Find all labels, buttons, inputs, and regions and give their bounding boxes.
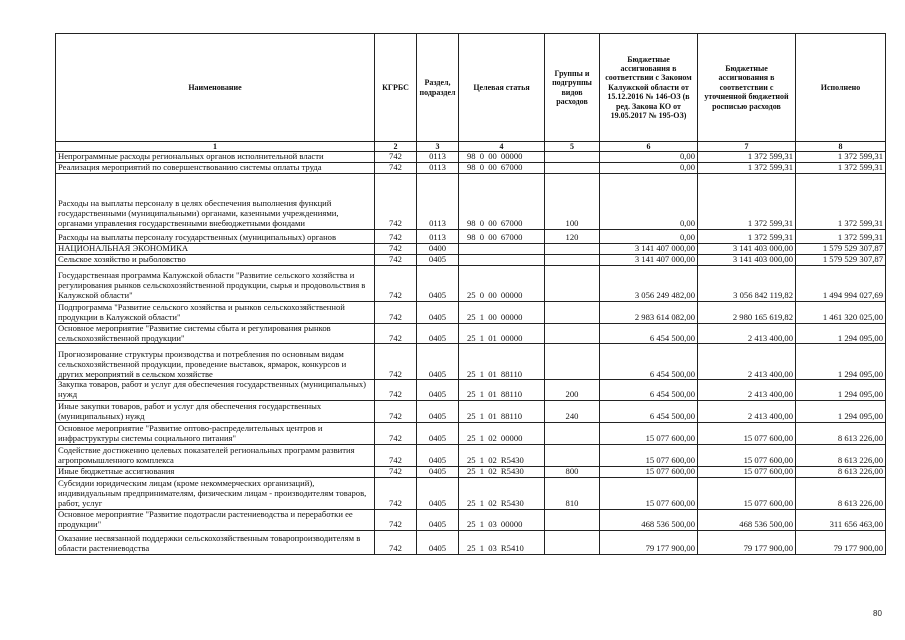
row-expense-group: 800 <box>545 467 600 478</box>
row-name: Субсидии юридическим лицам (кроме некоммерческих организаций), индивидуальным предпринимателям, физическим лицам - производителям товаров, работ, услуг <box>56 478 375 510</box>
row-kgrbs: 742 <box>375 467 417 478</box>
row-law-budget: 6 454 500,00 <box>600 323 698 344</box>
row-name: Основное мероприятие "Развитие оптово-распределительных центров и инфраструктуры системы социального питания" <box>56 423 375 445</box>
row-kgrbs: 742 <box>375 265 417 301</box>
budget-table <box>55 33 886 555</box>
row-kgrbs: 742 <box>375 173 417 229</box>
row-law-budget: 15 077 600,00 <box>600 445 698 467</box>
row-expense-group <box>545 254 600 265</box>
row-razdel: 0405 <box>417 323 459 344</box>
row-name: НАЦИОНАЛЬНАЯ ЭКОНОМИКА <box>56 243 375 254</box>
row-name: Содействие достижению целевых показателей региональных программ развития агропромышленного комплекса <box>56 445 375 467</box>
col-header-refined-budget: Бюджетные ассигнования в соответствии с уточненной бюджетной росписью расходов <box>698 34 796 142</box>
row-kgrbs: 742 <box>375 510 417 531</box>
row-executed: 1 372 599,31 <box>796 229 886 243</box>
row-kgrbs: 742 <box>375 301 417 323</box>
row-expense-group: 100 <box>545 173 600 229</box>
row-target-article: 25 1 02 R5430 <box>459 445 545 467</box>
table-row <box>56 229 886 243</box>
row-executed: 8 613 226,00 <box>796 445 886 467</box>
row-executed: 8 613 226,00 <box>796 478 886 510</box>
row-kgrbs: 742 <box>375 423 417 445</box>
table-row <box>56 301 886 323</box>
row-razdel: 0400 <box>417 243 459 254</box>
row-name: Основное мероприятие "Развитие подотрасли растениеводства и переработки ее продукции" <box>56 510 375 531</box>
row-law-budget: 79 177 900,00 <box>600 530 698 554</box>
row-expense-group <box>545 152 600 163</box>
row-target-article: 25 1 02 00000 <box>459 423 545 445</box>
row-refined-budget: 1 372 599,31 <box>698 173 796 229</box>
row-refined-budget: 2 413 400,00 <box>698 323 796 344</box>
row-name: Расходы на выплаты персоналу государственных (муниципальных) органов <box>56 229 375 243</box>
col-number: 4 <box>459 142 545 152</box>
row-razdel: 0405 <box>417 423 459 445</box>
row-razdel: 0113 <box>417 173 459 229</box>
row-expense-group <box>545 423 600 445</box>
table-row <box>56 401 886 423</box>
table-row <box>56 445 886 467</box>
row-kgrbs: 742 <box>375 243 417 254</box>
table-row <box>56 162 886 173</box>
table-row <box>56 530 886 554</box>
row-refined-budget: 1 372 599,31 <box>698 152 796 163</box>
table-row <box>56 380 886 401</box>
row-law-budget: 15 077 600,00 <box>600 478 698 510</box>
row-target-article: 25 1 02 R5430 <box>459 478 545 510</box>
row-razdel: 0405 <box>417 478 459 510</box>
row-razdel: 0113 <box>417 162 459 173</box>
row-refined-budget: 79 177 900,00 <box>698 530 796 554</box>
row-refined-budget: 2 413 400,00 <box>698 401 796 423</box>
row-refined-budget: 3 056 842 119,82 <box>698 265 796 301</box>
row-target-article <box>459 243 545 254</box>
col-header-executed: Исполнено <box>796 34 886 142</box>
row-law-budget: 3 056 249 482,00 <box>600 265 698 301</box>
table-row <box>56 510 886 531</box>
row-razdel: 0113 <box>417 152 459 163</box>
row-razdel: 0405 <box>417 510 459 531</box>
row-expense-group: 810 <box>545 478 600 510</box>
row-kgrbs: 742 <box>375 445 417 467</box>
row-executed: 8 613 226,00 <box>796 467 886 478</box>
row-target-article: 25 1 01 88110 <box>459 401 545 423</box>
row-target-article: 25 1 00 00000 <box>459 301 545 323</box>
row-name: Расходы на выплаты персоналу в целях обеспечения выполнения функций государственными (муниципальными) органами, казенными учреждениями, органами управления государственными внебюджетными фондами <box>56 173 375 229</box>
row-kgrbs: 742 <box>375 478 417 510</box>
row-kgrbs: 742 <box>375 162 417 173</box>
row-name: Иные бюджетные ассигнования <box>56 467 375 478</box>
row-expense-group <box>545 323 600 344</box>
row-target-article <box>459 254 545 265</box>
header-row <box>56 34 886 142</box>
row-razdel: 0405 <box>417 467 459 478</box>
row-name: Иные закупки товаров, работ и услуг для обеспечения государственных (муниципальных) нужд <box>56 401 375 423</box>
row-kgrbs: 742 <box>375 401 417 423</box>
row-executed: 1 372 599,31 <box>796 173 886 229</box>
table-row <box>56 323 886 344</box>
row-kgrbs: 742 <box>375 380 417 401</box>
row-executed: 1 294 095,00 <box>796 401 886 423</box>
row-executed: 1 294 095,00 <box>796 344 886 380</box>
row-refined-budget: 2 413 400,00 <box>698 380 796 401</box>
row-target-article: 25 1 02 R5430 <box>459 467 545 478</box>
row-law-budget: 6 454 500,00 <box>600 401 698 423</box>
row-target-article: 98 0 00 00000 <box>459 152 545 163</box>
row-razdel: 0405 <box>417 301 459 323</box>
row-name: Сельское хозяйство и рыболовство <box>56 254 375 265</box>
row-refined-budget: 3 141 403 000,00 <box>698 243 796 254</box>
row-law-budget: 6 454 500,00 <box>600 380 698 401</box>
row-executed: 1 372 599,31 <box>796 152 886 163</box>
row-razdel: 0405 <box>417 530 459 554</box>
row-law-budget: 0,00 <box>600 162 698 173</box>
table-body <box>56 152 886 555</box>
table-row <box>56 467 886 478</box>
row-expense-group <box>545 344 600 380</box>
col-number: 5 <box>545 142 600 152</box>
row-refined-budget: 15 077 600,00 <box>698 445 796 467</box>
table-row <box>56 478 886 510</box>
row-law-budget: 0,00 <box>600 173 698 229</box>
table-row <box>56 152 886 163</box>
row-razdel: 0405 <box>417 254 459 265</box>
row-target-article: 98 0 00 67000 <box>459 162 545 173</box>
row-law-budget: 2 983 614 082,00 <box>600 301 698 323</box>
col-number: 7 <box>698 142 796 152</box>
row-refined-budget: 1 372 599,31 <box>698 162 796 173</box>
row-law-budget: 0,00 <box>600 229 698 243</box>
row-razdel: 0113 <box>417 229 459 243</box>
col-header-kgrbs: КГРБС <box>375 34 417 142</box>
table-row <box>56 243 886 254</box>
row-target-article: 98 0 00 67000 <box>459 173 545 229</box>
row-executed: 1 372 599,31 <box>796 162 886 173</box>
table-row <box>56 265 886 301</box>
row-law-budget: 0,00 <box>600 152 698 163</box>
col-header-vr: Группы и подгруппы видов расходов <box>545 34 600 142</box>
row-expense-group: 240 <box>545 401 600 423</box>
row-law-budget: 3 141 407 000,00 <box>600 254 698 265</box>
row-law-budget: 6 454 500,00 <box>600 344 698 380</box>
row-kgrbs: 742 <box>375 323 417 344</box>
row-target-article: 25 1 01 88110 <box>459 344 545 380</box>
table-row <box>56 173 886 229</box>
row-expense-group <box>545 243 600 254</box>
row-expense-group: 120 <box>545 229 600 243</box>
row-refined-budget: 468 536 500,00 <box>698 510 796 531</box>
row-kgrbs: 742 <box>375 254 417 265</box>
row-target-article: 25 1 03 R5410 <box>459 530 545 554</box>
row-name: Реализация мероприятий по совершенствованию системы оплаты труда <box>56 162 375 173</box>
row-target-article: 25 1 01 88110 <box>459 380 545 401</box>
row-executed: 1 294 095,00 <box>796 323 886 344</box>
row-executed: 1 294 095,00 <box>796 380 886 401</box>
row-refined-budget: 15 077 600,00 <box>698 467 796 478</box>
row-executed: 311 656 463,00 <box>796 510 886 531</box>
row-executed: 1 461 320 025,00 <box>796 301 886 323</box>
row-razdel: 0405 <box>417 380 459 401</box>
table-row <box>56 344 886 380</box>
row-executed: 1 579 529 307,87 <box>796 254 886 265</box>
row-refined-budget: 2 413 400,00 <box>698 344 796 380</box>
row-target-article: 25 1 01 00000 <box>459 323 545 344</box>
col-header-name: Наименование <box>56 34 375 142</box>
row-target-article: 98 0 00 67000 <box>459 229 545 243</box>
row-razdel: 0405 <box>417 401 459 423</box>
row-kgrbs: 742 <box>375 152 417 163</box>
row-name: Прогнозирование структуры производства и потребления по основным видам сельскохозяйственной продукции, проведение выставок, ярмарок, конкурсов и других мероприятий в сельском хозяйстве <box>56 344 375 380</box>
row-name: Непрограммные расходы региональных органов исполнительной власти <box>56 152 375 163</box>
col-header-law-budget: Бюджетные ассигнования в соответствии с Законом Калужской области от 15.12.2016 № 146-ОЗ (в ред. Закона КО от 19.05.2017 № 195-ОЗ) <box>600 34 698 142</box>
row-refined-budget: 3 141 403 000,00 <box>698 254 796 265</box>
row-expense-group <box>545 265 600 301</box>
row-law-budget: 3 141 407 000,00 <box>600 243 698 254</box>
row-executed: 1 494 994 027,69 <box>796 265 886 301</box>
table-row <box>56 254 886 265</box>
row-name: Подпрограмма "Развитие сельского хозяйства и рынков сельскохозяйственной продукции в Калужской области" <box>56 301 375 323</box>
col-number: 6 <box>600 142 698 152</box>
row-kgrbs: 742 <box>375 229 417 243</box>
row-kgrbs: 742 <box>375 344 417 380</box>
row-name: Закупка товаров, работ и услуг для обеспечения государственных (муниципальных) нужд <box>56 380 375 401</box>
row-executed: 1 579 529 307,87 <box>796 243 886 254</box>
row-razdel: 0405 <box>417 445 459 467</box>
col-header-razdel: Раздел, подраздел <box>417 34 459 142</box>
col-number: 1 <box>56 142 375 152</box>
col-number: 8 <box>796 142 886 152</box>
row-target-article: 25 1 03 00000 <box>459 510 545 531</box>
row-target-article: 25 0 00 00000 <box>459 265 545 301</box>
row-executed: 8 613 226,00 <box>796 423 886 445</box>
col-number: 2 <box>375 142 417 152</box>
table-row <box>56 423 886 445</box>
row-law-budget: 468 536 500,00 <box>600 510 698 531</box>
row-law-budget: 15 077 600,00 <box>600 423 698 445</box>
row-razdel: 0405 <box>417 265 459 301</box>
row-expense-group <box>545 162 600 173</box>
row-expense-group: 200 <box>545 380 600 401</box>
row-expense-group <box>545 510 600 531</box>
row-expense-group <box>545 301 600 323</box>
row-refined-budget: 2 980 165 619,82 <box>698 301 796 323</box>
row-name: Основное мероприятие "Развитие системы сбыта и регулирования рынков сельскохозяйственной продукции" <box>56 323 375 344</box>
row-expense-group <box>545 445 600 467</box>
row-law-budget: 15 077 600,00 <box>600 467 698 478</box>
row-expense-group <box>545 530 600 554</box>
row-name: Оказание несвязанной поддержки сельскохозяйственным товаропроизводителям в области растениеводства <box>56 530 375 554</box>
row-razdel: 0405 <box>417 344 459 380</box>
row-name: Государственная программа Калужской области "Развитие сельского хозяйства и регулирования рынков сельскохозяйственной продукции, сырья и продовольствия в Калужской области" <box>56 265 375 301</box>
row-executed: 79 177 900,00 <box>796 530 886 554</box>
row-refined-budget: 1 372 599,31 <box>698 229 796 243</box>
row-refined-budget: 15 077 600,00 <box>698 423 796 445</box>
col-number: 3 <box>417 142 459 152</box>
column-number-row <box>56 142 886 152</box>
row-refined-budget: 15 077 600,00 <box>698 478 796 510</box>
row-kgrbs: 742 <box>375 530 417 554</box>
col-header-target: Целевая статья <box>459 34 545 142</box>
page-number: 80 <box>873 609 882 618</box>
